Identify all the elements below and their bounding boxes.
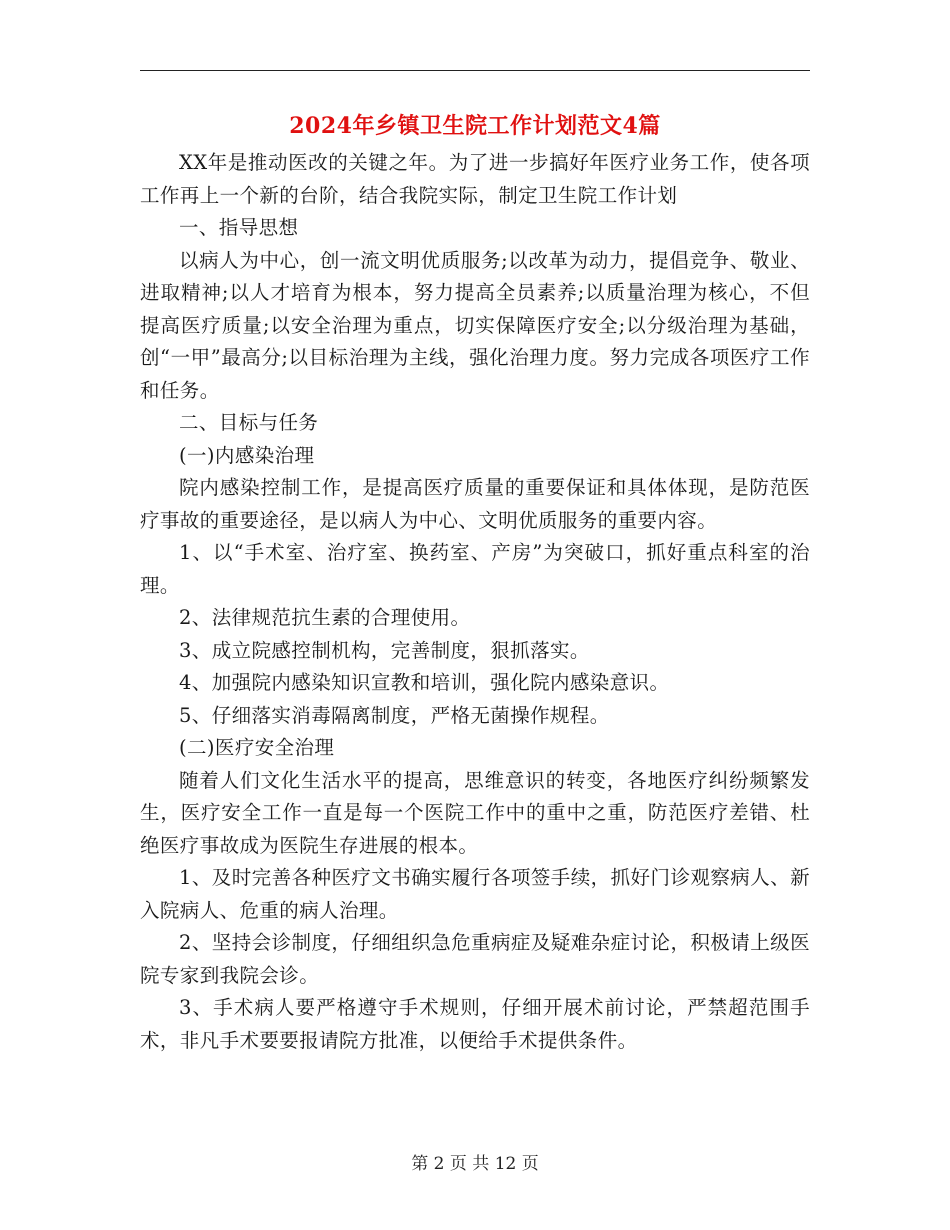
paragraph: 随着人们文化生活水平的提高，思维意识的转变，各地医疗纠纷频繁发生，医疗安全工作一直是每一个医院工作中的重中之重，防范医疗差错、杜绝医疗事故成为医院生存进展的根本。 [140, 768, 810, 857]
subsection-heading: (二)医疗安全治理 [179, 736, 335, 759]
document-body [140, 147, 810, 1057]
list-item: 2、坚持会诊制度，仔细组织急危重病症及疑难杂症讨论，积极请上级医院专家到我院会诊。 [140, 931, 810, 987]
list-item: 2、法律规范抗生素的合理使用。 [179, 606, 471, 629]
document-title: 2024年乡镇卫生院工作计划范文4篇 [289, 113, 661, 139]
subsection-heading: (一)内感染治理 [179, 443, 315, 467]
paragraph: 院内感染控制工作，是提高医疗质量的重要保证和具体体现，是防范医疗事故的重要途径，是以病人为中心、文明优质服务的重要内容。 [140, 476, 810, 532]
list-item: 5、仔细落实消毒隔离制度，严格无菌操作规程。 [179, 703, 610, 727]
list-item: 3、成立院感控制机构，完善制度，狠抓落实。 [179, 638, 590, 662]
list-item: 1、以“手术室、治疗室、换药室、产房”为突破口，抓好重点科室的治理。 [140, 541, 810, 597]
paragraph: XX年是推动医改的关键之年。为了进一步搞好年医疗业务工作，使各项工作再上一个新的台阶，结合我院实际，制定卫生院工作计划 [140, 151, 810, 207]
section-heading: 一、指导思想 [179, 216, 299, 239]
header-rule [140, 70, 810, 71]
list-item: 3、手术病人要严格遵守手术规则，仔细开展术前讨论，严禁超范围手术，非凡手术要要报请院方批准，以便给手术提供条件。 [140, 996, 810, 1052]
page-number-footer: 第 2 页 共 12 页 [411, 1154, 539, 1174]
list-item: 4、加强院内感染知识宣教和培训，强化院内感染意识。 [179, 671, 670, 694]
paragraph: 以病人为中心，创一流文明优质服务;以改革为动力，提倡竞争、敬业、进取精神;以人才培育为根本，努力提高全员素养;以质量治理为核心，不但提高医疗质量;以安全治理为重点，切实保障医疗安全;以分级治理为基础，创“一甲”最高分;以目标治理为主线，强化治理力度。努力完成各项医疗工作和任务。 [140, 248, 810, 402]
list-item: 1、及时完善各种医疗文书确实履行各项签手续，抓好门诊观察病人、新入院病人、危重的病人治理。 [140, 866, 810, 922]
section-heading: 二、目标与任务 [179, 411, 319, 434]
